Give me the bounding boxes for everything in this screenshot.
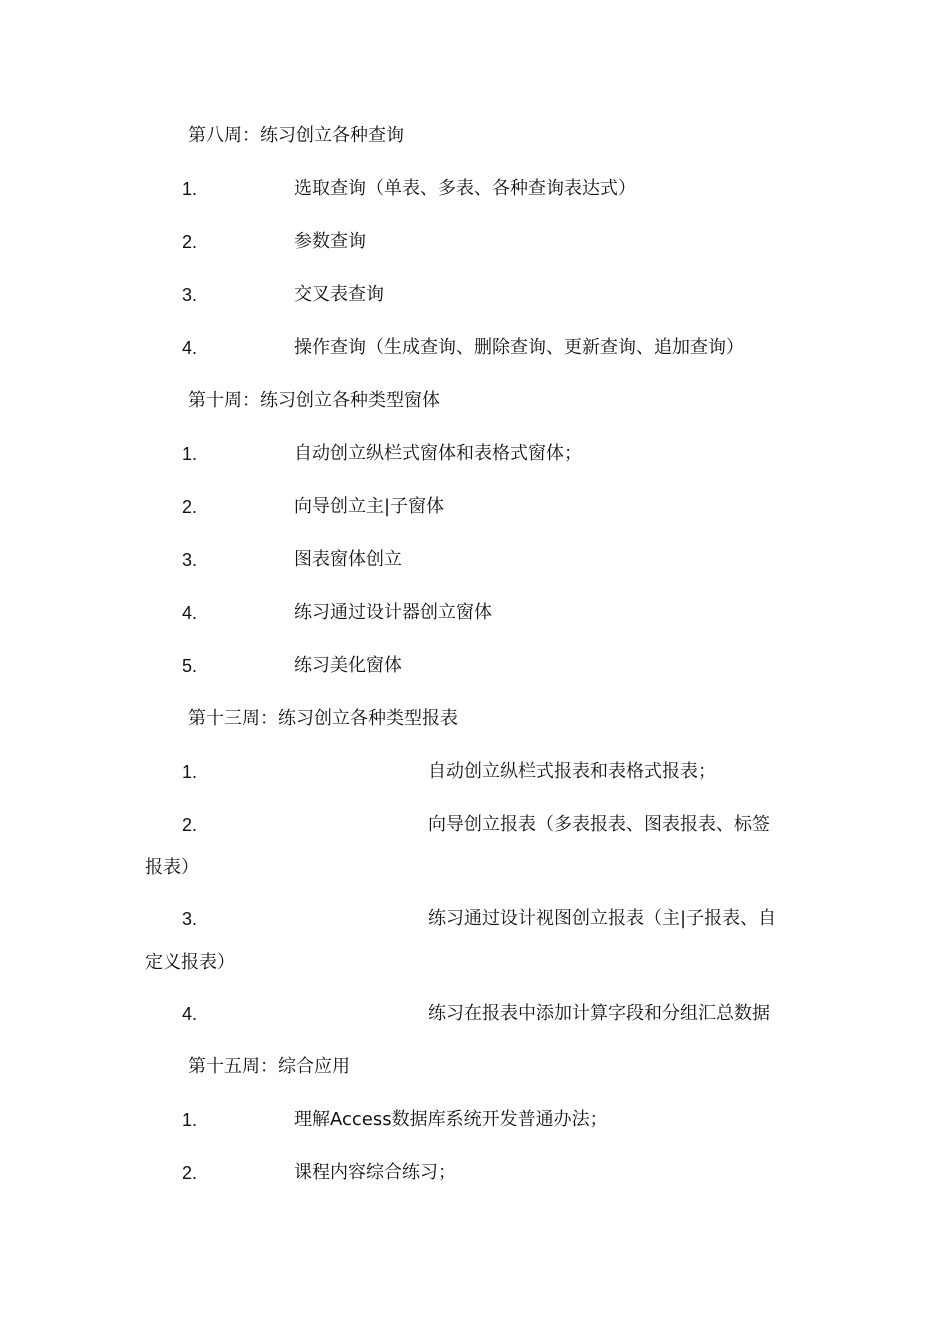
list-item-text: 练习在报表中添加计算字段和分组汇总数据	[428, 1003, 770, 1024]
section-heading-week8: 第八周：练习创立各种查询	[188, 125, 404, 146]
list-item-text: 交叉表查询	[294, 284, 384, 305]
list-item-number: 2.	[182, 815, 198, 835]
list-item-text: 参数查询	[294, 231, 366, 252]
list-item-number: 1.	[182, 444, 198, 464]
list-item-number: 4.	[182, 338, 198, 358]
list-item-number: 1.	[182, 1110, 198, 1130]
list-item-text: 练习通过设计器创立窗体	[294, 602, 492, 623]
list-item-number: 1.	[182, 762, 198, 782]
section-heading-week10: 第十周：练习创立各种类型窗体	[188, 390, 440, 411]
list-item-text: 向导创立报表（多表报表、图表报表、标签	[428, 814, 770, 835]
list-item-number: 5.	[182, 656, 198, 676]
list-item-number: 4.	[182, 603, 198, 623]
list-item-number: 2.	[182, 497, 198, 517]
list-item-text: 向导创立主|子窗体	[294, 496, 445, 517]
section-heading-week13: 第十三周：练习创立各种类型报表	[188, 708, 458, 729]
list-item-number: 2.	[182, 232, 198, 252]
list-item-continuation: 报表）	[145, 857, 199, 878]
list-item-continuation: 定义报表）	[145, 952, 235, 973]
list-item-number: 3.	[182, 285, 198, 305]
list-item-text: 练习美化窗体	[294, 655, 402, 676]
section-heading-week15: 第十五周：综合应用	[188, 1056, 350, 1077]
list-item-text: 自动创立纵栏式窗体和表格式窗体；	[294, 443, 582, 464]
list-item-text: 图表窗体创立	[294, 549, 402, 570]
list-item-number: 2.	[182, 1163, 198, 1183]
list-item-text: 练习通过设计视图创立报表（主|子报表、自	[428, 908, 777, 929]
list-item-number: 3.	[182, 550, 198, 570]
list-item-text: 理解Access数据库系统开发普通办法；	[294, 1109, 608, 1130]
list-item-text: 课程内容综合练习；	[294, 1162, 456, 1183]
list-item-text: 操作查询（生成查询、删除查询、更新查询、追加查询）	[294, 337, 744, 358]
list-item-text: 选取查询（单表、多表、各种查询表达式）	[294, 178, 636, 199]
list-item-number: 4.	[182, 1004, 198, 1024]
list-item-text: 自动创立纵栏式报表和表格式报表；	[428, 761, 716, 782]
list-item-number: 1.	[182, 179, 198, 199]
list-item-number: 3.	[182, 909, 198, 929]
